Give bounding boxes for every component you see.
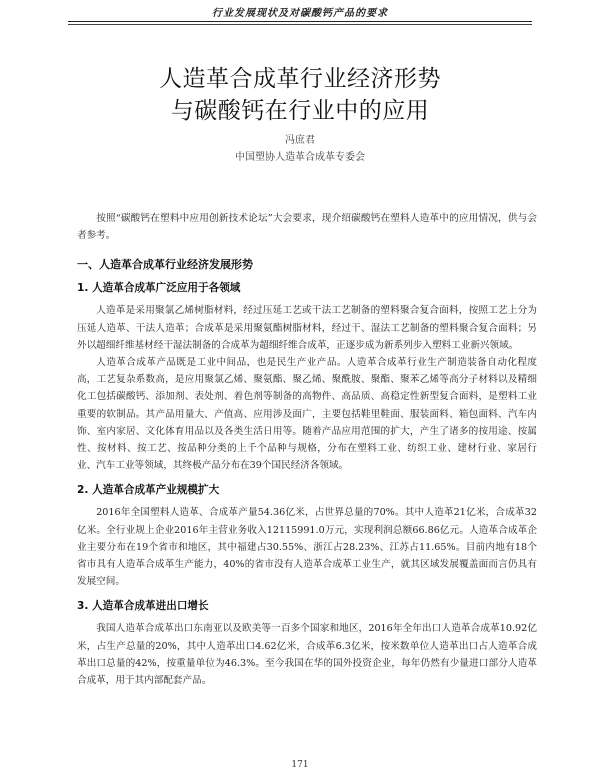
subsection-heading-3: 3. 人造革合成革进出口增长 (77, 600, 209, 613)
affiliation: 中国塑协人造革合成革专委会 (235, 152, 365, 163)
subsection-heading-2: 2. 人造革合成革产业规模扩大 (77, 484, 220, 497)
article-body (77, 210, 537, 689)
article-title-line2: 与碳酸钙在行业中的应用 (170, 98, 430, 124)
section-heading: 一、人造革合成革行业经济发展形势 (77, 258, 253, 272)
header-rule (68, 21, 532, 22)
paragraph: 人造革是采用聚氯乙烯树脂材料，经过压延工艺或干法工艺制备的塑料聚合复合面料，按照工艺上分为压延人造革、干法人造革；合成革是采用聚氨酯树脂材料，经过干、湿法工艺制备的塑料聚合复合面料；另外以超细纤维基材经干湿法制备的合成革为超细纤维合成革，正逐步成为新系列步入塑料工业新兴领域。 (77, 305, 537, 351)
article-title-line1: 人造革合成革行业经济形势 (159, 66, 441, 92)
paragraph: 人造革合成革产品既是工业中间品，也是民生产业产品。人造革合成革行业生产制造装备自动化程度高，工艺复杂系数高，是应用聚氯乙烯、聚氨酯、聚乙烯、聚酰胺、聚酯、聚苯乙烯等高分子材料以及精细化工包括碳酸钙、添加剂、表处剂、着色剂等制备的高物件、高品质、高稳定性新型复合面料，是塑料工业重要的软制品。其产品用量大、产值高、应用涉及面广，主要包括鞋里鞋面、服装面料、箱包面料、汽车内饰、室内家居、文化体育用品以及各类生活日用等。随着产品应用范围的扩大，产生了诸多的按用途、按属性、按材料、按工艺、按品种分类的上千个品种与规格，分布在塑料工业、纺织工业、建材行业、家居行业、汽车工业等领域，其终极产品分布在39个国民经济各领域。 (77, 357, 537, 472)
header-rule-thin (68, 24, 532, 25)
running-header (0, 0, 600, 22)
running-title: 行业发展现状及对碳酸钙产品的要求 (212, 8, 388, 19)
page-number: 171 (291, 760, 309, 770)
paragraph: 2016年全国塑料人造革、合成革产量54.36亿米，占世界总量的70%。其中人造革21亿米，合成革32亿米。全行业规上企业2016年主营业务收入12115991.0万元，实现利润总额66.86亿元。人造革合成革企业主要分布在19个省市和地区，其中福建占30.55%、浙江占28.23%、江苏占11.65%。目前内地有18个省市具有人造革合成革生产能力，40%的省市没有人造革合成革工业生产，就其区域发展覆盖面而言仍具有发展空间。 (77, 507, 537, 588)
intro-paragraph: 按照“碳酸钙在塑料中应用创新技术论坛”大会要求，现介绍碳酸钙在塑料人造革中的应用情况，供与会者参考。 (77, 213, 537, 242)
author: 冯庶君 (285, 135, 315, 146)
subsection-heading-1: 1. 人造革合成革广泛应用于各领域 (77, 282, 241, 295)
paragraph: 我国人造革合成革出口东南亚以及欧美等一百多个国家和地区，2016年全年出口人造革合成革10.92亿米，占生产总量的20%，其中人造革出口4.62亿米，合成革6.3亿米，按米数单位人造革出口占人造革合成革出口总量的42%，按重量单位为46.3%。至今我国在华的国外投资企业，每年仍然有少量进口部分人造革合成革，用于其内部配套产品。 (77, 623, 537, 687)
